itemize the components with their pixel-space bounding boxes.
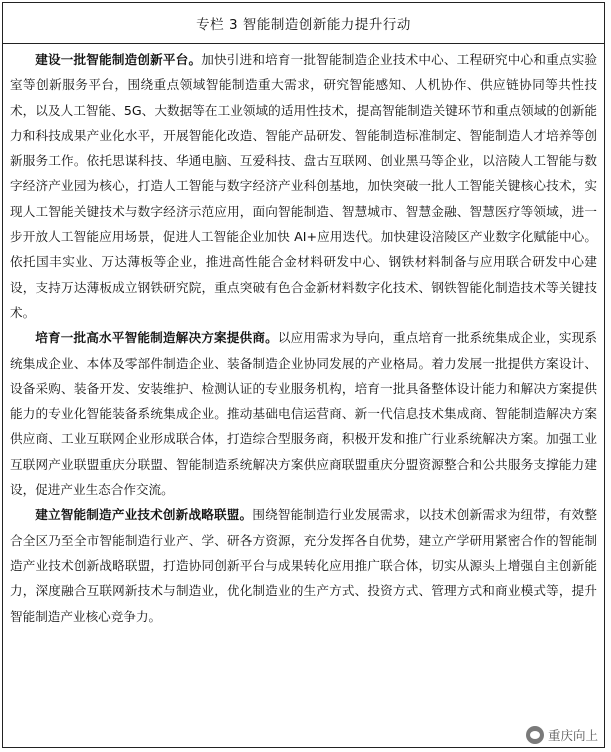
paragraph-lead: 建立智能制造产业技术创新战略联盟。 [35, 507, 253, 523]
paragraph-lead: 培育一批高水平智能制造解决方案提供商。 [35, 330, 278, 346]
special-column-box [2, 2, 605, 748]
paragraph-body: 以应用需求为导向，重点培育一批系统集成企业，实现系统集成企业、本体及零部件制造企业、装备制造企业协同发展的产业格局。着力发展一批提供方案设计、设备采购、装备开发、安装维护、检测认证的专业服务机构，培育一批具备整体设计能力和解决方案提供能力的专业化智能装备系统集成企业。推动基础电信运营商、新一代信息技术集成商、智能制造解决方案供应商、工业互联网企业形成联合体，打造综合型服务商，积极开发和推广行业系统解决方案。加强工业互联网产业联盟重庆分联盟、智能制造系统解决方案供应商联盟重庆分盟资源整合和公共服务支撑能力建设，促进产业生态合作交流。 [10, 330, 598, 498]
paragraph-strategic-alliance [10, 502, 597, 628]
paragraph-body: 围绕智能制造行业发展需求，以技术创新需求为纽带，有效整合全区乃至全市智能制造行业产、学、研各方资源，充分发挥各自优势，建立产学研用紧密合作的智能制造产业技术创新战略联盟，打造协同创新平台与成果转化应用推广联合体，切实从源头上增强自主创新能力，深度融合互联网新技术与制造业，优化制造业的生产方式、投资方式、管理方式和商业模式等，提升智能制造产业核心竞争力。 [10, 507, 598, 624]
paragraph-lead: 建设一批智能制造创新平台。 [35, 52, 202, 67]
paragraph-solution-providers [10, 325, 597, 502]
account-watermark [523, 725, 601, 745]
paragraph-innovation-platforms [10, 47, 597, 325]
paragraph-body: 加快引进和培育一批智能制造企业技术中心、工程研究中心和重点实验室等创新服务平台，围绕重点领域智能制造重大需求，研究智能感知、人机协作、供应链协同等共性技术，以及人工智能、5G、大数据等在工业领域的适用性技术，提高智能制造关键环节和重点领域的创新能力和科技成果产业化水平，开展智能化改造、智能产品研发、智能制造标准制定、智能制造人才培养等创新服务工作。依托思谋科技、华通电脑、互爱科技、盘古互联网、创业黑马等企业，以涪陵人工智能与数字经济产业园为核心，打造人工智能与数字经济产业科创基地，加快突破一批人工智能关键核心技术，实现人工智能关键技术与数字经济示范应用，面向智能制造、智慧城市、智慧金融、智慧医疗等领域，进一步开放人工智能应用场景，促进人工智能企业加快 AI+应用迭代。加快建设涪陵区产业数字化赋能中心。依托国丰实业、万达薄板等企业，推进高性能合金材料研发中心、钢铁材料制备与应用联合研发中心建设，支持万达薄板成立钢铁研究院，重点突破有色合金新材料数字化技术、钢铁智能化制造技术等关键技术。 [10, 52, 598, 320]
column-content [3, 44, 604, 629]
column-title: 专栏 3 智能制造创新能力提升行动 [3, 3, 604, 44]
watermark-text: 重庆向上 [547, 728, 598, 743]
wechat-account-icon [526, 726, 544, 744]
